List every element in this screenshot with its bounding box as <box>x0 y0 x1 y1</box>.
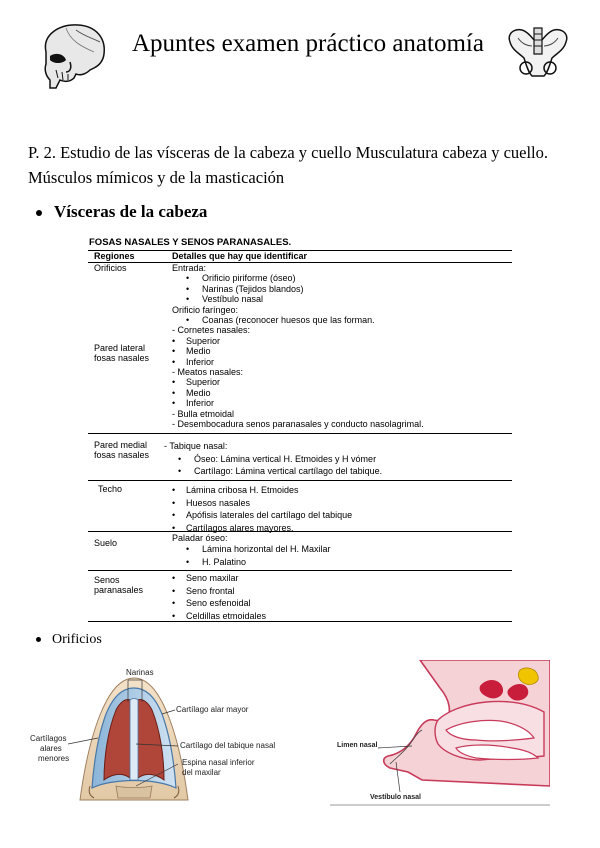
section-heading: Vísceras de la cabeza <box>36 202 207 222</box>
row-pared-medial-details: - Tabique nasal: • Óseo: Lámina vertical H. Etmoides y H vómer • Cartílago: Lámina vertical cartílago del tabique. <box>164 440 504 478</box>
intro-line-1: P. 2. Estudio de las vísceras de la cabeza y cuello Musculatura cabeza y cuello. <box>28 143 549 162</box>
intro-line-2: Músculos mímicos y de la masticación <box>28 168 285 187</box>
row-techo-details: • Lámina cribosa H. Etmoides • Huesos nasales • Apófisis laterales del cartílago del tabique • Cartílagos alares mayores. <box>172 484 512 534</box>
label-narinas: Narinas <box>126 668 154 677</box>
row-senos-region: Senos paranasales <box>94 575 144 596</box>
table-header-regiones: Regiones <box>94 251 135 261</box>
table-title: FOSAS NASALES Y SENOS PARANASALES. <box>89 237 292 248</box>
page-title: Apuntes examen práctico anatomía <box>132 30 484 57</box>
row-suelo-region: Suelo <box>94 538 118 548</box>
table-rule <box>88 621 512 622</box>
label-vestibulo-nasal: Vestíbulo nasal <box>370 794 421 801</box>
row-orificios-region: Orificios <box>94 263 127 273</box>
label-alares-menores: Cartílagos alares menores <box>30 734 70 763</box>
row-orificios-details: Entrada: • Orificio piriforme (óseo) • Narinas (Tejidos blandos) • Vestíbulo nasal Orificio faríngeo: • Coanas (reconocer huesos que las forman. - Cornetes nasales: • Superior • Medio • Inferior - Meatos nasales: • Superior • Medio • Inferior - Bulla etmoidal - Desembocadura senos paranasales y conducto nasolagrimal. <box>172 263 512 430</box>
table-header-detalles: Detalles que hay que identificar <box>172 251 308 261</box>
bullet-icon <box>36 210 42 216</box>
row-pared-medial-region: Pared medial fosas nasales <box>94 440 150 461</box>
table-rule <box>88 570 512 571</box>
table-rule <box>88 531 512 532</box>
row-suelo-details: Paladar óseo: • Lámina horizontal del H. Maxilar • H. Palatino <box>172 533 512 568</box>
label-cartilago-tabique: Cartílago del tabique nasal <box>180 741 276 750</box>
row-techo-region: Techo <box>98 484 123 494</box>
label-espina-nasal: Espina nasal inferior del maxilar <box>182 758 255 777</box>
bullet-icon <box>36 637 41 642</box>
intro-paragraph <box>28 140 588 190</box>
nasal-cavity-sagittal-illustration <box>330 660 550 806</box>
subsection-heading: Orificios <box>36 632 102 648</box>
pelvis-icon <box>504 24 572 84</box>
skull-icon <box>36 22 108 92</box>
table-rule <box>88 480 512 481</box>
table-rule <box>88 433 512 434</box>
label-limen-nasal: Limen nasal <box>337 742 378 749</box>
row-pared-lateral-region: Pared lateral fosas nasales <box>94 343 150 364</box>
row-senos-details: • Seno maxilar • Seno frontal • Seno esfenoidal • Celdillas etmoidales <box>172 572 512 622</box>
label-alar-mayor: Cartílago alar mayor <box>176 705 249 714</box>
